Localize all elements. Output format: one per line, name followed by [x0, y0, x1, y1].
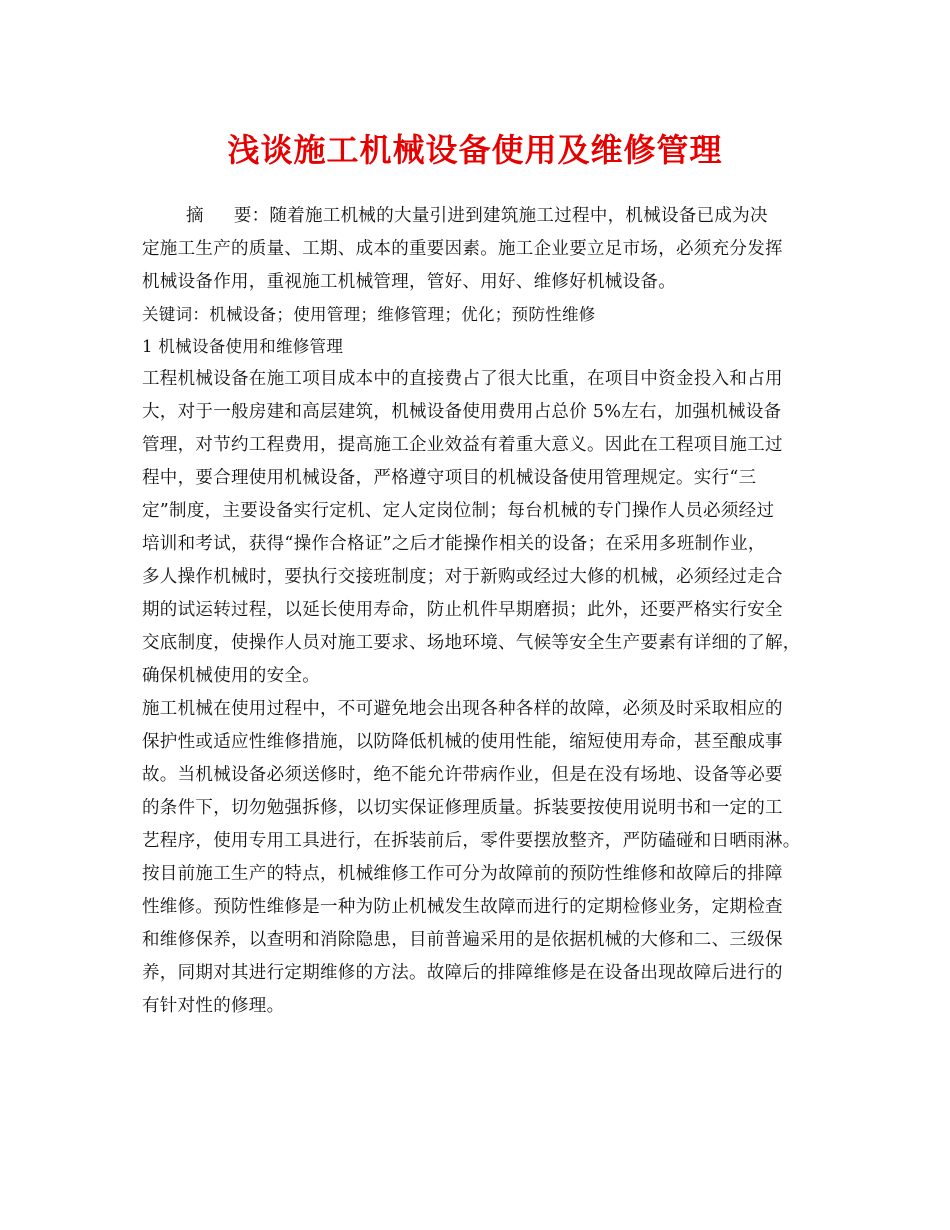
- abstract-line-3: 机械设备作用，重视施工机械管理，管好、用好、维修好机械设备。: [142, 272, 676, 292]
- abstract-line-2: 定施工生产的质量、工期、成本的重要因素。施工企业要立足市场，必须充分发挥: [142, 239, 783, 259]
- paragraph-1: [142, 363, 812, 693]
- paragraph-line: 期的试运转过程，以延长使用寿命，防止机件早期磨损；此外，还要严格实行安全: [142, 600, 783, 620]
- paragraph-line: 大，对于一般房建和高层建筑，机械设备使用费用占总价 5%左右，加强机械设备: [142, 402, 782, 422]
- abstract-text: 随着施工机械的大量引进到建筑施工过程中，机械设备已成为决: [269, 206, 768, 226]
- abstract-line-1: [142, 200, 812, 233]
- paragraph-line: 多人操作机械时，要执行交接班制度；对于新购或经过大修的机械，必须经过走合: [142, 567, 783, 587]
- paragraph-line: 定”制度，主要设备实行定机、定人定岗位制；每台机械的专门操作人员必须经过: [142, 501, 775, 521]
- paragraph-line: 交底制度，使操作人员对施工要求、场地环境、气候等安全生产要素有详细的了解，: [142, 633, 801, 653]
- abstract-label: 摘 要：: [186, 206, 270, 226]
- document-body: [142, 200, 812, 1023]
- keywords: 关键词：机械设备；使用管理；维修管理；优化；预防性维修: [142, 305, 596, 324]
- paragraph-line: 培训和考试，获得“操作合格证”之后才能操作相关的设备；在采用多班制作业，: [142, 534, 766, 554]
- paragraph-2: [142, 693, 812, 1023]
- section-heading: 1 机械设备使用和维修管理: [142, 337, 344, 356]
- paragraph-line: 艺程序，使用专用工具进行，在拆装前后，零件要摆放整齐，严防磕碰和日晒雨淋。: [142, 831, 801, 851]
- paragraph-line: 性维修。预防性维修是一种为防止机械发生故障而进行的定期检修业务，定期检查: [142, 897, 783, 917]
- paragraph-line: 养，同期对其进行定期维修的方法。故障后的排障维修是在设备出现故障后进行的: [142, 963, 783, 983]
- paragraph-line: 的条件下，切勿勉强拆修，以切实保证修理质量。拆装要按使用说明书和一定的工: [142, 798, 783, 818]
- paragraph-line: 故。当机械设备必须送修时，绝不能允许带病作业，但是在没有场地、设备等必要: [142, 765, 783, 785]
- paragraph-line: 按目前施工生产的特点，机械维修工作可分为故障前的预防性维修和故障后的排障: [142, 864, 783, 884]
- paragraph-line: 程中，要合理使用机械设备，严格遵守项目的机械设备使用管理规定。实行“三: [142, 468, 757, 488]
- paragraph-line: 工程机械设备在施工项目成本中的直接费占了很大比重，在项目中资金投入和占用: [142, 369, 783, 389]
- paragraph-line: 有针对性的修理。: [142, 996, 285, 1016]
- document-title: 浅谈施工机械设备使用及维修管理: [227, 131, 723, 169]
- paragraph-line: 保护性或适应性维修措施，以防降低机械的使用性能，缩短使用寿命，甚至酿成事: [142, 732, 783, 752]
- paragraph-line: 和维修保养，以查明和消除隐患，目前普遍采用的是依据机械的大修和二、三级保: [142, 930, 783, 950]
- paragraph-line: 管理，对节约工程费用，提高施工企业效益有着重大意义。因此在工程项目施工过: [142, 435, 783, 455]
- paragraph-line: 施工机械在使用过程中，不可避免地会出现各种各样的故障，必须及时采取相应的: [142, 699, 783, 719]
- paragraph-line: 确保机械使用的安全。: [142, 666, 320, 686]
